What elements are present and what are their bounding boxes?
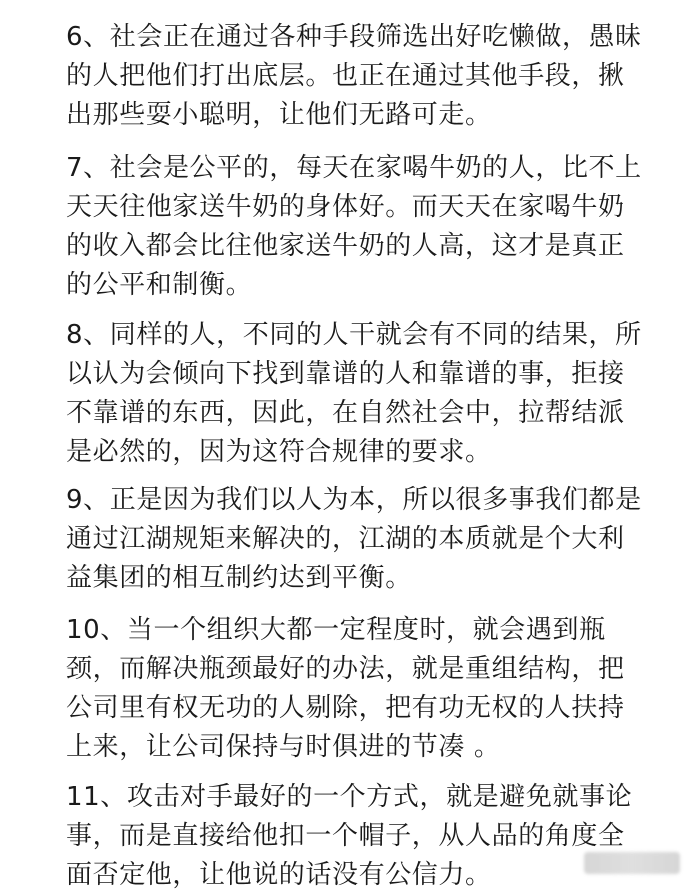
paragraph-line: 11、攻击对手最好的一个方式，就是避免就事论 — [66, 782, 633, 812]
paragraph-item-8 — [66, 316, 642, 472]
paragraph-line: 的公平和制衡。 — [66, 270, 253, 300]
paragraph-line: 公司里有权无功的人剔除，把有功无权的人扶持 — [66, 693, 625, 723]
paragraph-item-7 — [66, 149, 642, 305]
paragraph-line: 益集团的相互制约达到平衡。 — [66, 563, 412, 593]
paragraph-line: 7、社会是公平的，每天在家喝牛奶的人，比不上 — [66, 153, 642, 183]
paragraph-line: 是必然的，因为这符合规律的要求。 — [66, 437, 492, 467]
paragraph-line: 8、同样的人，不同的人干就会有不同的结果，所 — [66, 320, 642, 350]
paragraph-line: 颈，而解决瓶颈最好的办法，就是重组结构，把 — [66, 654, 625, 684]
paragraph-line: 上来，让公司保持与时俱进的节凑 。 — [66, 732, 501, 762]
paragraph-line: 天天往他家送牛奶的身体好。而天天在家喝牛奶 — [66, 192, 625, 222]
paragraph-item-9 — [66, 481, 642, 598]
paragraph-item-11 — [66, 778, 633, 895]
paragraph-line: 以认为会倾向下找到靠谱的人和靠谱的事，拒接 — [66, 359, 625, 389]
paragraph-line: 的收入都会比往他家送牛奶的人高，这才是真正 — [66, 231, 625, 261]
paragraph-line: 6、社会正在通过各种手段筛选出好吃懒做，愚昧 — [66, 22, 642, 52]
paragraph-line: 事，而是直接给他扣一个帽子，从人品的角度全 — [66, 821, 625, 851]
blurred-watermark — [584, 852, 680, 874]
paragraph-item-10 — [66, 611, 626, 767]
paragraph-line: 面否定他，让他说的话没有公信力。 — [66, 860, 492, 890]
paragraph-line: 9、正是因为我们以人为本，所以很多事我们都是 — [66, 485, 642, 515]
paragraph-line: 10、当一个组织大都一定程度时，就会遇到瓶 — [66, 615, 606, 645]
paragraph-line: 通过江湖规矩来解决的，江湖的本质就是个大利 — [66, 524, 625, 554]
paragraph-line: 的人把他们打出底层。也正在通过其他手段，揪 — [66, 61, 625, 91]
paragraph-line: 不靠谱的东西，因此，在自然社会中，拉帮结派 — [66, 398, 625, 428]
paragraph-item-6 — [66, 18, 642, 135]
paragraph-line: 出那些耍小聪明，让他们无路可走。 — [66, 100, 492, 130]
